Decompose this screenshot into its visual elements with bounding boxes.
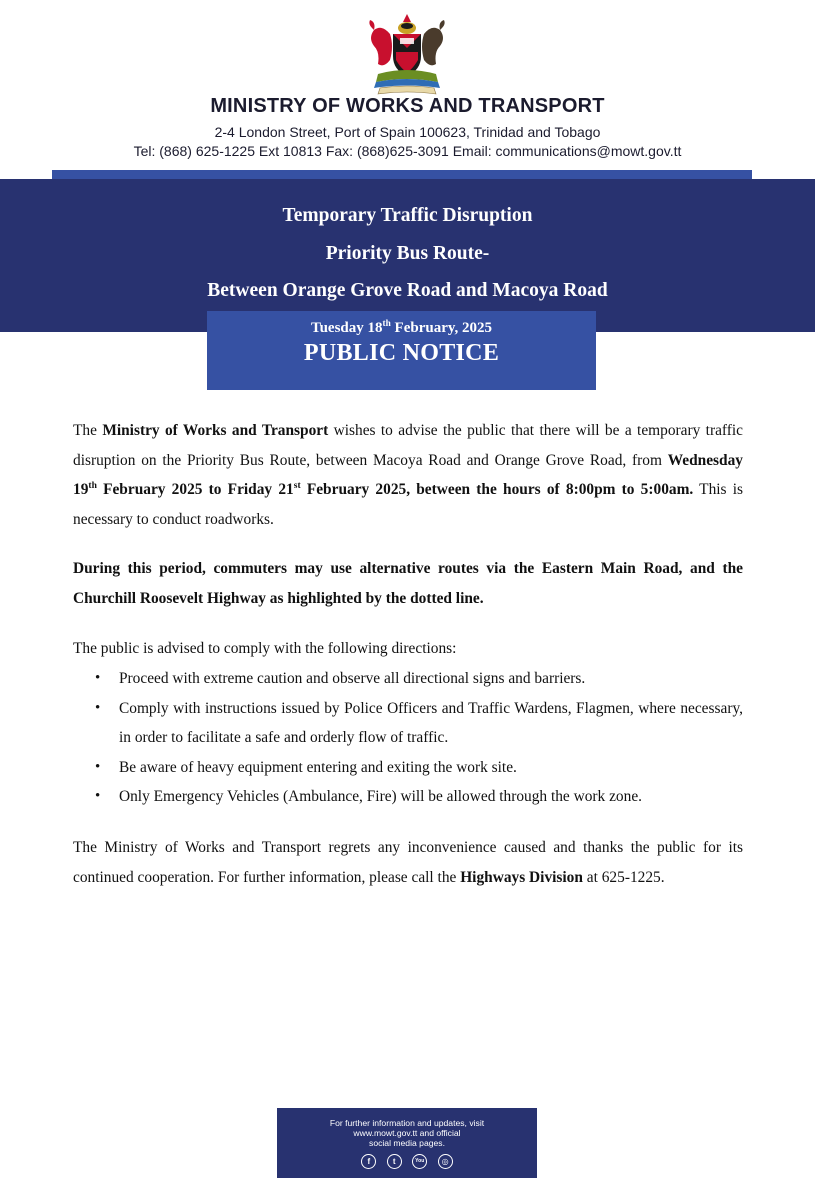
alternative-routes-paragraph: During this period, commuters may use alternative routes via the Eastern Main Road, and the Churchill Roosevelt Highway as highlighted by the dotted line.	[73, 560, 743, 607]
footer-text: For further information and updates, visit www.mowt.gov.tt and official social media pages.	[329, 1118, 485, 1148]
facebook-icon[interactable]: f	[361, 1154, 376, 1169]
notice-date: Tuesday 18th February, 2025	[310, 319, 493, 336]
bullet-icon: •	[95, 758, 101, 775]
list-item: • Be aware of heavy equipment entering and exiting the work site.	[73, 753, 743, 783]
coat-of-arms-logo	[360, 12, 454, 96]
intro-paragraph: The Ministry of Works and Transport wishes to advise the public that there will be a temporary traffic disruption on the Priority Bus Route, between Macoya Road and Orange Grove Road, from Wednesday 19th February 2025 to Friday 21st February 2025, between the hours of 8:00pm to 5:00am. This is necessary to conduct roadworks.	[73, 422, 744, 528]
closing-paragraph: The Ministry of Works and Transport regrets any inconvenience caused and thanks the public for its continued cooperation. For further information, please call the Highways Division at 625-1225.	[73, 839, 743, 886]
youtube-icon[interactable]: You	[412, 1154, 427, 1169]
instagram-icon[interactable]: ◎	[438, 1154, 453, 1169]
ministry-address: 2-4 London Street, Port of Spain 100623, Trinidad and Tobago	[214, 124, 601, 140]
ministry-name: MINISTRY OF WORKS AND TRANSPORT	[210, 95, 605, 117]
banner-title-line-3: Between Orange Grove Road and Macoya Road	[207, 280, 608, 301]
directions-list	[73, 664, 743, 812]
list-item: • Comply with instructions issued by Police Officers and Traffic Wardens, Flagmen, where necessary, in order to facilitate a safe and orderly flow of traffic.	[73, 694, 743, 753]
footer-info-box	[277, 1108, 537, 1178]
banner-title-line-2: Priority Bus Route-	[325, 243, 490, 264]
directions-intro: The public is advised to comply with the following directions:	[73, 640, 457, 657]
public-notice-box	[207, 311, 596, 390]
ministry-contact: Tel: (868) 625-1225 Ext 10813 Fax: (868)625-3091 Email: communications@mowt.gov.tt	[133, 143, 682, 159]
bullet-icon: •	[95, 670, 101, 686]
list-item: • Only Emergency Vehicles (Ambulance, Fire) will be allowed through the work zone.	[73, 782, 743, 812]
bullet-icon: •	[95, 788, 101, 804]
notice-title: PUBLIC NOTICE	[303, 340, 500, 366]
bullet-icon: •	[95, 699, 101, 716]
twitter-icon[interactable]: t	[387, 1154, 402, 1169]
list-item: • Proceed with extreme caution and observe all directional signs and barriers.	[73, 664, 743, 694]
social-links	[277, 1153, 537, 1171]
banner-title-line-1: Temporary Traffic Disruption	[282, 205, 533, 226]
